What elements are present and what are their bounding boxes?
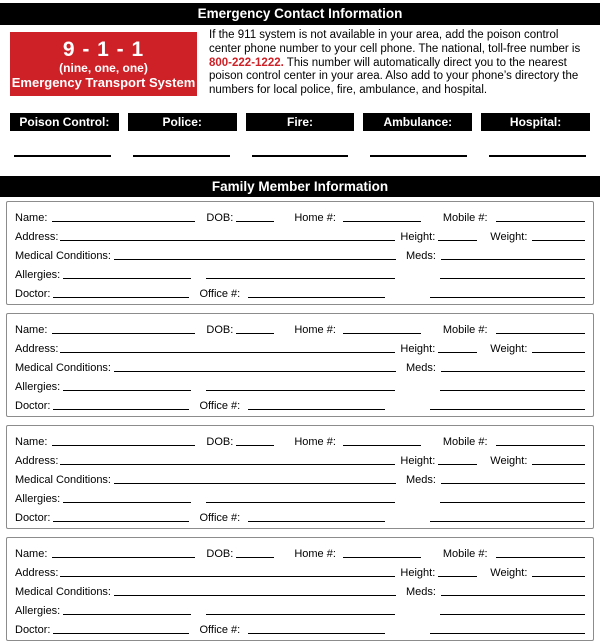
address-label: Address: (15, 566, 59, 579)
address-blank-field (60, 240, 395, 241)
medical-conditions-blank-field (114, 483, 396, 484)
meds-continuation-blank-field (430, 409, 585, 410)
emergency-number-words: (nine, one, one) (59, 61, 148, 75)
member-row-name (15, 318, 585, 337)
office-phone-label: Office #: (199, 399, 241, 412)
allergies-continuation-blank-field (206, 614, 395, 615)
meds-blank-field (441, 259, 585, 260)
dob-blank-field (236, 445, 274, 446)
meds-label: Meds: (406, 361, 436, 374)
member-row-name (15, 542, 585, 561)
member-row-doctor (15, 618, 585, 637)
emergency-transport-label: Emergency Transport System (11, 75, 196, 90)
medical-conditions-label: Medical Conditions: (15, 361, 111, 374)
member-row-address (15, 337, 585, 356)
meds-label: Meds: (406, 473, 436, 486)
contact-blank-line (252, 155, 349, 157)
family-section-title (0, 176, 600, 197)
name-label: Name: (15, 323, 48, 336)
meds-continuation-blank-field (430, 297, 585, 298)
name-blank-field (52, 221, 195, 222)
meds-blank-field (441, 483, 585, 484)
doctor-blank-field (53, 297, 189, 298)
home-phone-blank-field (343, 333, 421, 334)
mobile-phone-blank-field (496, 221, 585, 222)
mobile-phone-blank-field (496, 333, 585, 334)
emergency-contacts-blank-lines (14, 155, 586, 157)
family-section-title-text: Family Member Information (211, 178, 389, 194)
medical-conditions-blank-field (114, 371, 396, 372)
mobile-phone-label: Mobile #: (442, 211, 488, 224)
height-label: Height: (400, 342, 436, 355)
home-phone-label: Home #: (294, 323, 336, 336)
instructions-text-before: If the 911 system is not available in your area, add the poison control center phone number to your cell phone. The national, toll-free number is (209, 29, 581, 55)
weight-blank-field (532, 240, 585, 241)
home-phone-blank-field (343, 557, 421, 558)
office-phone-label: Office #: (199, 287, 241, 300)
doctor-blank-field (53, 409, 189, 410)
doctor-blank-field (53, 521, 189, 522)
office-phone-label: Office #: (199, 623, 241, 636)
family-member-blocks (0, 201, 600, 641)
height-label: Height: (400, 566, 436, 579)
weight-blank-field (532, 576, 585, 577)
mobile-phone-label: Mobile #: (442, 435, 488, 448)
medical-conditions-blank-field (114, 259, 396, 260)
height-blank-field (438, 240, 477, 241)
weight-blank-field (532, 352, 585, 353)
dob-label: DOB: (206, 323, 234, 336)
name-blank-field (52, 333, 195, 334)
allergies-continuation-blank-field (206, 502, 395, 503)
office-phone-blank-field (248, 521, 385, 522)
member-row-medical (15, 468, 585, 487)
medical-conditions-label: Medical Conditions: (15, 585, 111, 598)
home-phone-label: Home #: (294, 547, 336, 560)
address-blank-field (60, 576, 395, 577)
family-member-block (6, 425, 594, 529)
member-row-medical (15, 356, 585, 375)
address-label: Address: (15, 454, 59, 467)
allergies-blank-field (63, 390, 191, 391)
allergies-label: Allergies: (15, 268, 61, 281)
name-label: Name: (15, 211, 48, 224)
address-blank-field (60, 352, 395, 353)
dob-label: DOB: (206, 435, 234, 448)
member-row-medical (15, 580, 585, 599)
medical-conditions-label: Medical Conditions: (15, 473, 111, 486)
allergies-label: Allergies: (15, 380, 61, 393)
dob-blank-field (236, 221, 274, 222)
name-label: Name: (15, 435, 48, 448)
allergies-label: Allergies: (15, 492, 61, 505)
family-member-block (6, 537, 594, 641)
contact-blank-line (370, 155, 467, 157)
weight-label: Weight: (490, 230, 528, 243)
contact-blank-line (14, 155, 111, 157)
address-label: Address: (15, 230, 59, 243)
family-member-block (6, 313, 594, 417)
home-phone-blank-field (343, 221, 421, 222)
allergies-label: Allergies: (15, 604, 61, 617)
doctor-label: Doctor: (15, 623, 51, 636)
meds-continuation-blank-field (440, 614, 585, 615)
member-row-address (15, 561, 585, 580)
dob-label: DOB: (206, 547, 234, 560)
address-blank-field (60, 464, 395, 465)
mobile-phone-blank-field (496, 557, 585, 558)
contact-label-box: Police: (128, 113, 237, 131)
office-phone-blank-field (248, 409, 385, 410)
home-phone-label: Home #: (294, 211, 336, 224)
meds-continuation-blank-field (440, 390, 585, 391)
dob-blank-field (236, 333, 274, 334)
home-phone-blank-field (343, 445, 421, 446)
height-blank-field (438, 576, 477, 577)
member-row-address (15, 225, 585, 244)
height-label: Height: (400, 230, 436, 243)
contact-blank-line (489, 155, 586, 157)
allergies-continuation-blank-field (206, 390, 395, 391)
instructions-text-after: This number will automatically direct you to the nearest poison control center in your area. Also add to your phone’s directory the numbers for local police, fire, ambulance, and hospital. (209, 56, 579, 97)
meds-label: Meds: (406, 585, 436, 598)
office-phone-label: Office #: (199, 511, 241, 524)
mobile-phone-label: Mobile #: (442, 323, 488, 336)
emergency-911-box (10, 32, 197, 96)
medical-conditions-label: Medical Conditions: (15, 249, 111, 262)
member-row-doctor (15, 506, 585, 525)
weight-label: Weight: (490, 454, 528, 467)
member-row-address (15, 449, 585, 468)
member-row-doctor (15, 394, 585, 413)
meds-continuation-blank-field (430, 521, 585, 522)
meds-continuation-blank-field (440, 278, 585, 279)
allergies-blank-field (63, 614, 191, 615)
emergency-contacts-row (10, 113, 590, 131)
meds-blank-field (441, 595, 585, 596)
member-row-allergies (15, 599, 585, 618)
doctor-label: Doctor: (15, 399, 51, 412)
contact-label-box: Fire: (246, 113, 355, 131)
instructions-paragraph (209, 29, 590, 98)
contact-label-box: Ambulance: (363, 113, 472, 131)
page-title-text: Emergency Contact Information (197, 6, 403, 21)
name-blank-field (52, 445, 195, 446)
meds-continuation-blank-field (440, 502, 585, 503)
allergies-continuation-blank-field (206, 278, 395, 279)
meds-blank-field (441, 371, 585, 372)
weight-blank-field (532, 464, 585, 465)
meds-label: Meds: (406, 249, 436, 262)
poison-control-phone-number: 800-222-1222. (209, 56, 284, 69)
page-title (0, 3, 600, 25)
member-row-allergies (15, 375, 585, 394)
emergency-number: 9 - 1 - 1 (62, 38, 145, 61)
height-blank-field (438, 352, 477, 353)
allergies-blank-field (63, 502, 191, 503)
height-label: Height: (400, 454, 436, 467)
office-phone-blank-field (248, 633, 385, 634)
meds-continuation-blank-field (430, 633, 585, 634)
member-row-allergies (15, 263, 585, 282)
office-phone-blank-field (248, 297, 385, 298)
allergies-blank-field (63, 278, 191, 279)
name-blank-field (52, 557, 195, 558)
member-row-allergies (15, 487, 585, 506)
doctor-label: Doctor: (15, 287, 51, 300)
member-row-doctor (15, 282, 585, 301)
intro-section (10, 29, 590, 98)
mobile-phone-blank-field (496, 445, 585, 446)
dob-label: DOB: (206, 211, 234, 224)
dob-blank-field (236, 557, 274, 558)
home-phone-label: Home #: (294, 435, 336, 448)
weight-label: Weight: (490, 342, 528, 355)
doctor-label: Doctor: (15, 511, 51, 524)
contact-label-box: Poison Control: (10, 113, 119, 131)
member-row-name (15, 430, 585, 449)
name-label: Name: (15, 547, 48, 560)
mobile-phone-label: Mobile #: (442, 547, 488, 560)
address-label: Address: (15, 342, 59, 355)
contact-label-box: Hospital: (481, 113, 590, 131)
contact-blank-line (133, 155, 230, 157)
member-row-medical (15, 244, 585, 263)
doctor-blank-field (53, 633, 189, 634)
height-blank-field (438, 464, 477, 465)
medical-conditions-blank-field (114, 595, 396, 596)
member-row-name (15, 206, 585, 225)
weight-label: Weight: (490, 566, 528, 579)
family-member-block (6, 201, 594, 305)
